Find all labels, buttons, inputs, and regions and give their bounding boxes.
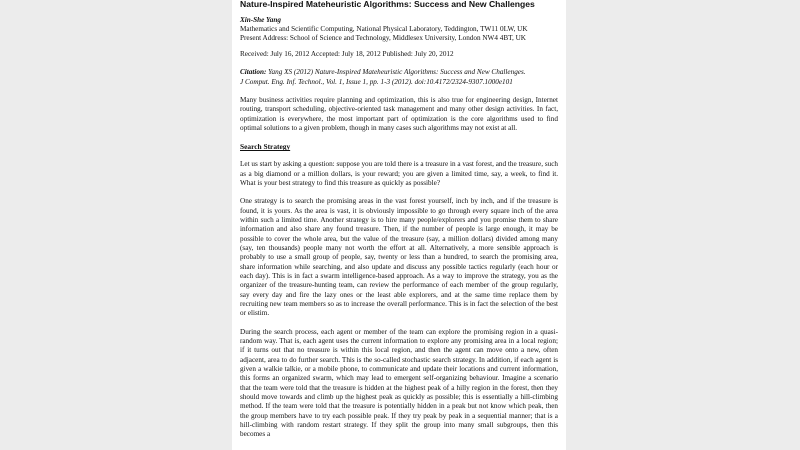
affiliation-present: Present Address: School of Science and Technology, Middlesex University, London NW4 4BT, UK xyxy=(240,34,526,43)
body-paragraph-1: Let us start by asking a question: suppose you are told there is a treasure in a vast forest, and the treasure, such as a big diamond or a million dollars, is your reward; you are given a limited time, say, a week, to find it. What is your best strategy to find this treasure as quickly as possible? xyxy=(240,160,558,187)
intro-paragraph: Many business activities require planning and optimization, this is also true for engineering design, Internet routing, transport scheduling, objective-oriented task management and many other design activities. In fact, optimization is everywhere, the most important part of optimization is the core algorithms used to find optimal solutions to a given problem, though in many cases such algorithms may not exist at all. xyxy=(240,95,558,132)
document-page xyxy=(232,0,566,450)
author-name: Xin-She Yang xyxy=(240,16,281,24)
citation-line-2: J Comput. Eng. Inf. Technol., Vol. 1, Issue 1, pp. 1-3 (2012). doi:10.4172/2324-9307.1000e101 xyxy=(240,77,513,86)
affiliation-primary: Mathematics and Scientific Computing, National Physical Laboratory, Teddington, TW11 0LW, UK xyxy=(240,25,528,33)
body-paragraph-3: During the search process, each agent or member of the team can explore the promising region in a quasi-random way. That is, each agent uses the current information to explore any promising area in a local region; if it turns out that no treasure is within this local region, and then the agent can move onto a new, often adjacent, area to do further search. This is the so-called stochastic search strategy. In addition, if each agent is given a walkie talkie, or a mobile phone, to communicate and update their locations and current information, this forms an organized swarm, which may lead to emergent self-organizing behaviour. Imagine a scenario that the team were told that the treasure is hidden at the highest peak of a hilly region in the forest, then they should move towards and climb up the highest peak as quickly as possible; this is essentially a hill-climbing method. If the team were told that the treasure is potentially hidden in a peak but not know which peak, then the group members have to try each possible peak. If they try peak by peak in a sequential manner; that is a hill-climbing with random restart strategy. If they split the group into many small subgroups, then this becomes a xyxy=(240,327,558,439)
body-paragraph-2: One strategy is to search the promising areas in the vast forest yourself, inch by inch, and if the treasure is found, it is yours. As the area is vast, it is obviously impossible to go through every square inch of the area within such a limited time. Another strategy is to hire many people/explorers and you promise them to share information and also share any found treasure. Then, if the number of people is large enough, it may be possible to cover the whole area, but the value of the treasure (say, a million dollars) divided among many (say, ten thousands) people many not worth the effort at all. Alternatively, a more sensible approach is probably to use a small group of people, say, twenty or less than a hundred, to search the promising area, share information while searching, and also update and discuss any possible tactics regularly (each hour or each day). This is in fact a swarm intelligence-based approach. As a way to improve the strategy, you as the organizer of the treasure-hunting team, can review the performance of each member of the group regularly, say every day and fire the lazy ones or the least able explorers, and at the same time replace them by recruiting new team members so as to increase the overall performance. This is in fact the selection of the best or elistim. xyxy=(240,197,558,318)
paper-title: Nature-Inspired Mateheuristic Algorithms: Success and New Challenges xyxy=(240,0,535,9)
section-heading: Search Strategy xyxy=(240,142,291,152)
publication-dates: Received: July 16, 2012 Accepted: July 18, 2012 Published: July 20, 2012 xyxy=(240,50,454,59)
citation-label: Citation: xyxy=(240,68,267,77)
citation-line-1: Yang XS (2012) Nature-Inspired Mateheuristic Algorithms: Success and New Challenges. xyxy=(266,68,526,77)
citation-block xyxy=(240,68,558,86)
